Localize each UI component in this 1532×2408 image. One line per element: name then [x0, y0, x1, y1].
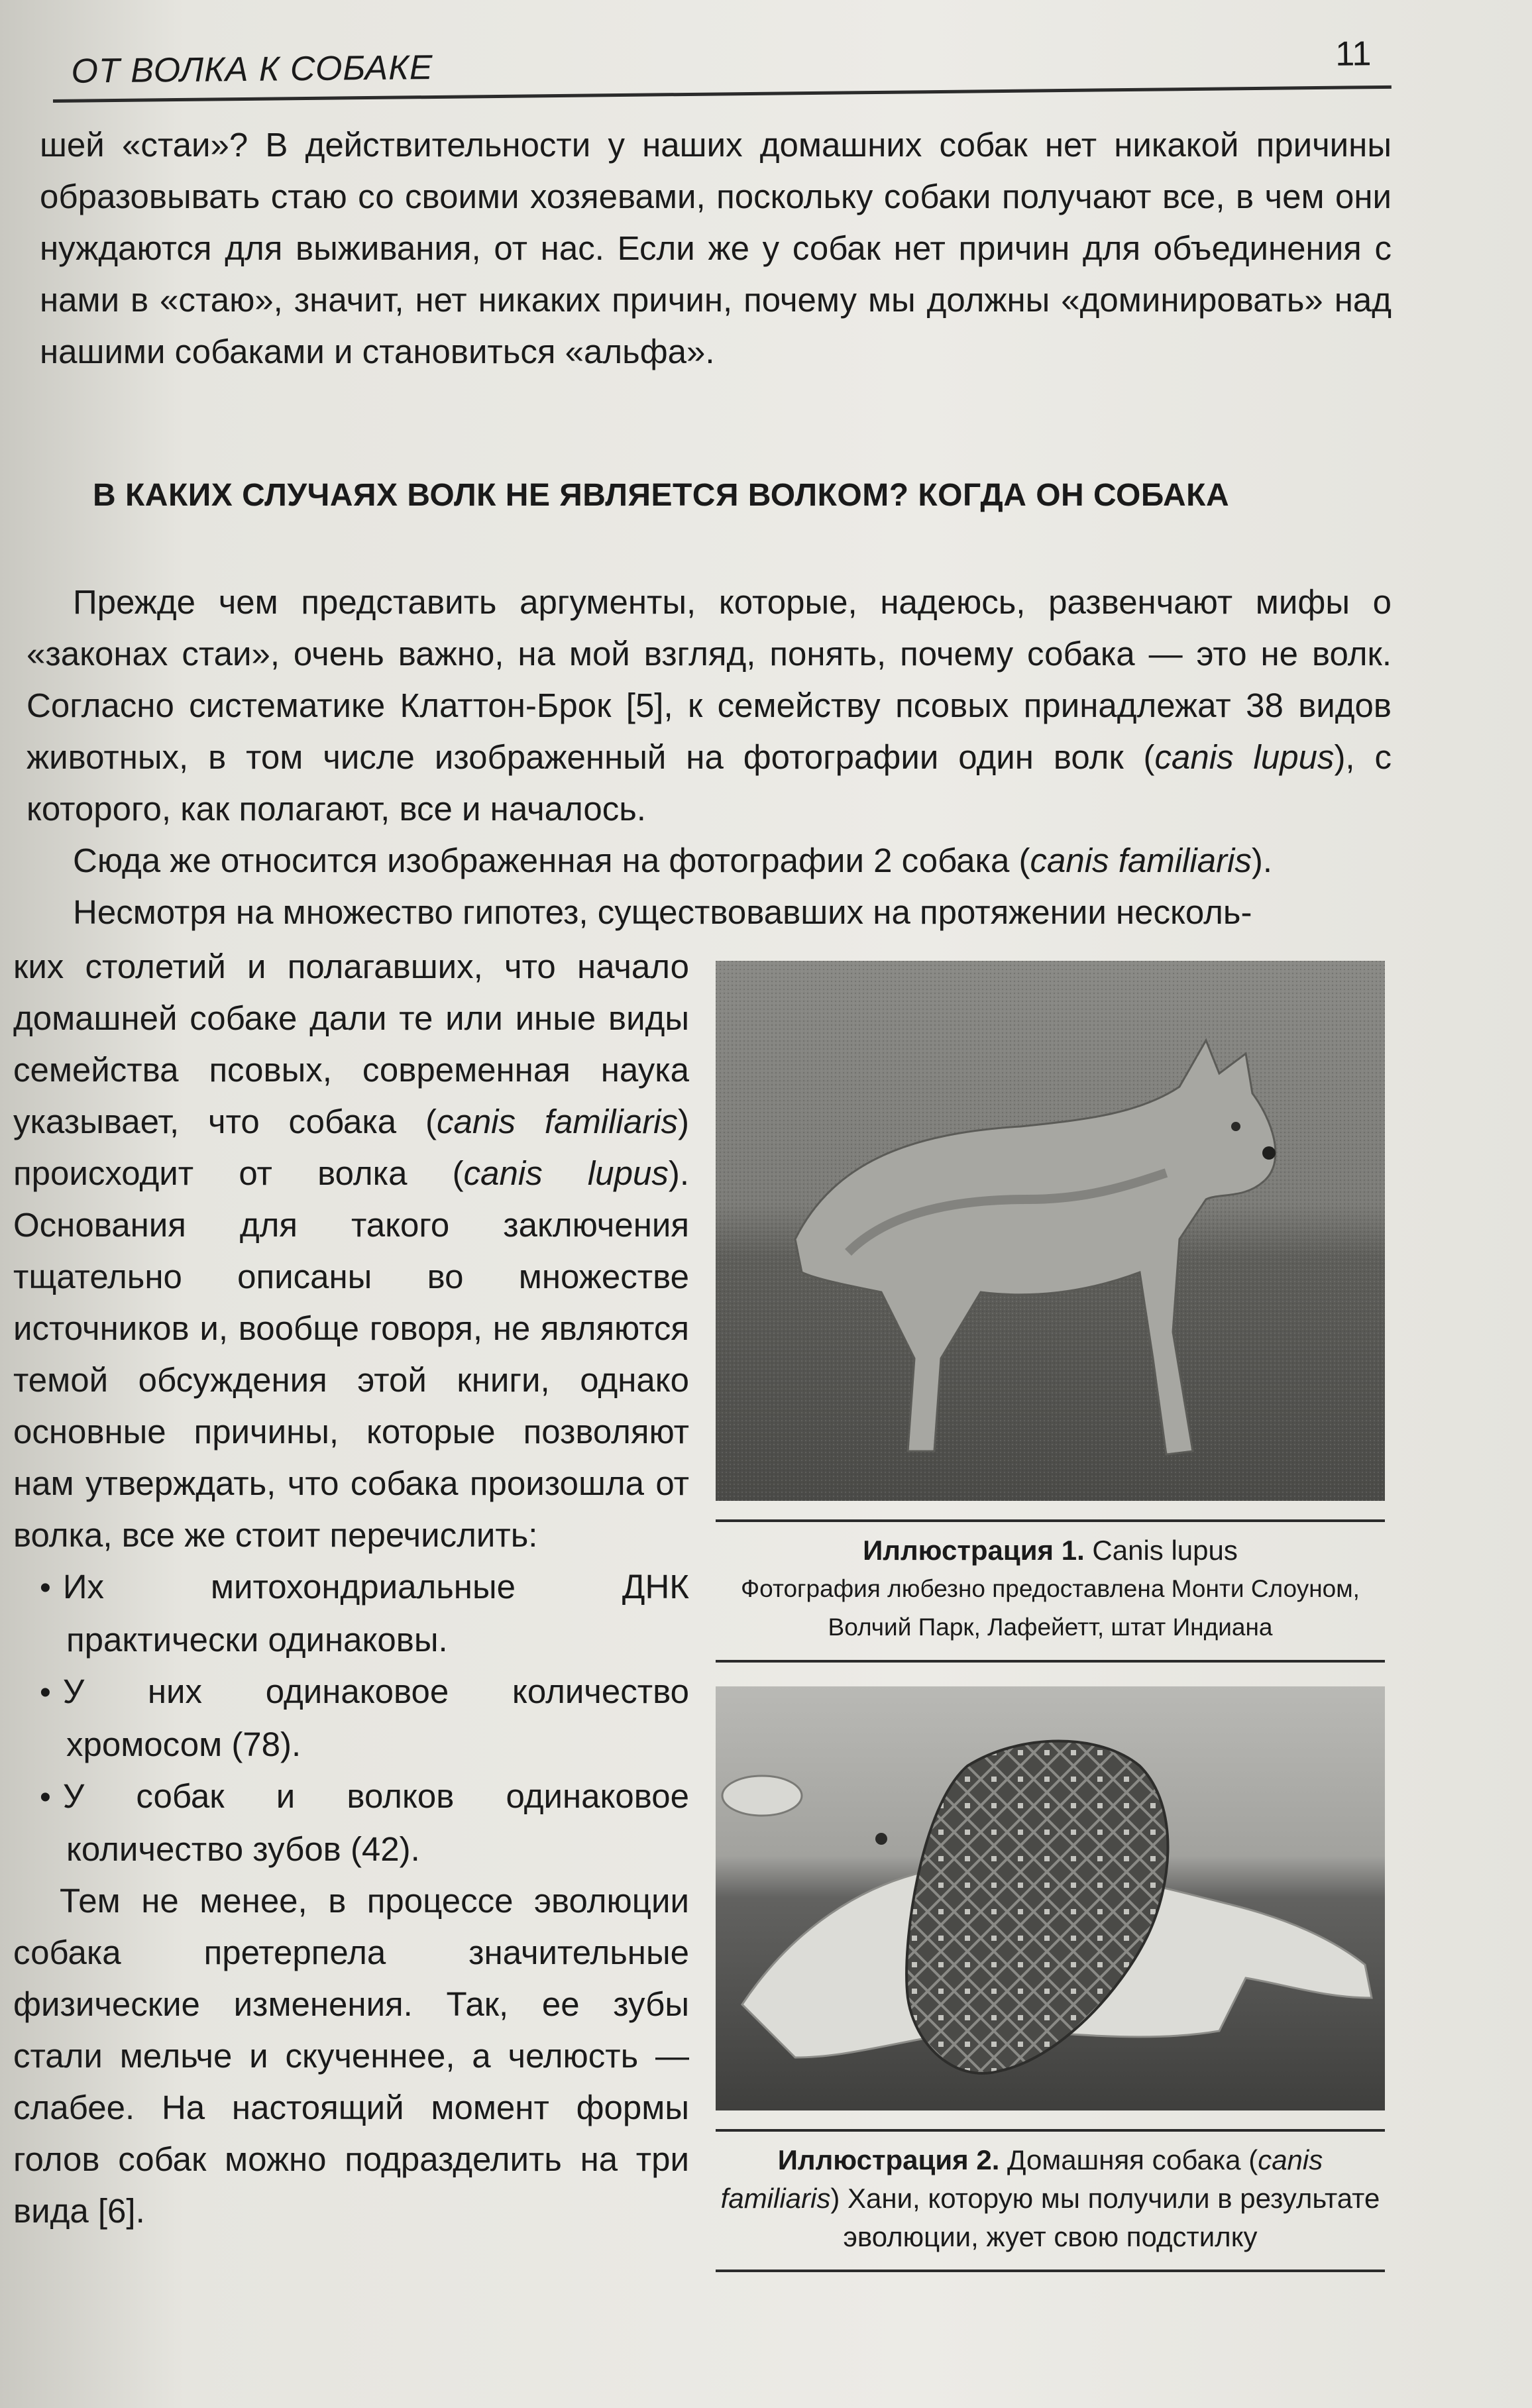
bullet-text: Их митохондриальные ДНК практически одинаковы. [62, 1568, 689, 1659]
p3-latin-2: canis lupus [463, 1154, 669, 1192]
p2-text-b: ). [1251, 842, 1273, 879]
intro-paragraph [40, 119, 1392, 378]
page-number: 11 [1335, 34, 1372, 74]
section-heading: В КАКИХ СЛУЧАЯХ ВОЛК НЕ ЯВЛЯЕТСЯ ВОЛКОМ? КОГДА ОН СОБАКА [93, 478, 1230, 513]
paragraph-2 [27, 835, 1392, 887]
bullet-item [13, 1561, 689, 1666]
bullet-item [13, 1666, 689, 1771]
page-header [52, 13, 1392, 103]
paragraph-1 [27, 576, 1392, 835]
p2-text-a: Сюда же относится изображенная на фотографии 2 собака ( [73, 842, 1030, 879]
left-column-text [13, 941, 689, 2237]
figure-1-title [716, 1531, 1385, 1570]
figure-1-species: Canis lupus [1092, 1535, 1238, 1566]
figure-2-latin: canis familiaris [720, 2144, 1323, 2214]
wolf-photo [716, 961, 1385, 1501]
figure-2 [716, 1686, 1385, 2272]
bullet-item [13, 1771, 689, 1875]
wolf-image-icon [716, 961, 1385, 1501]
figure-1 [716, 961, 1385, 1663]
bullet-dot-icon: • [40, 1675, 51, 1710]
running-title: ОТ ВОЛКА К СОБАКЕ [71, 48, 433, 91]
p3-text-b: ) происходит от волка ( [13, 1103, 689, 1192]
paragraph-4: Тем не менее, в процессе эволюции собака претерпела значительные физические изменения. Так, ее зубы стали мельче и скученнее, а челюсть — слабее. На настоящий момент формы голов собак можно подразделить на три вида [6]. [13, 1882, 689, 2230]
dog-photo [716, 1686, 1385, 2110]
bullet-text: У собак и волков одинаковое количество зубов (42). [62, 1777, 689, 1868]
figure-1-caption [716, 1519, 1385, 1663]
figure-1-credit: Фотография любезно предоставлена Монти Слоуном, Волчий Парк, Лафейетт, штат Индиана [741, 1575, 1360, 1641]
figure-2-text [716, 2141, 1385, 2256]
p2-latin: canis familiaris [1030, 842, 1252, 879]
full-width-text [27, 576, 1392, 938]
p1-text-a: Прежде чем представить аргументы, которые, надеюсь, развенчают мифы о «законах стаи», очень важно, на мой взгляд, понять, почему собака — это не волк. Согласно систематике Клаттон-Брок [5], к семейству псовых принадлежат 38 видов животных, в том числе изображенный на фотографии один волк ( [27, 583, 1392, 776]
p3-text-a: ких столетий и полагавших, что начало домашней собаке дали те или иные виды семейства псовых, современная наука указывает, что собака ( [13, 948, 689, 1140]
figure-2-label: Иллюстрация 2. [777, 2144, 1000, 2175]
paragraph-3-continued [13, 941, 689, 1561]
figure-2-text-a: Домашняя собака ( [1007, 2144, 1258, 2175]
figure-1-label: Иллюстрация 1. [863, 1535, 1085, 1566]
p1-latin: canis lupus [1154, 738, 1335, 776]
p1-text-b: ), с которого, как полагают, все и началось. [27, 738, 1392, 828]
bullet-text: У них одинаковое количество хромосом (78). [62, 1672, 689, 1763]
figure-2-caption [716, 2129, 1385, 2272]
bullet-dot-icon: • [40, 1570, 51, 1606]
paragraph-3-start: Несмотря на множество гипотез, существовавших на протяжении несколь- [73, 893, 1252, 931]
dog-image-icon [716, 1686, 1385, 2110]
intro-text: шей «стаи»? В действительности у наших домашних собак нет никакой причины образовывать стаю со своими хозяевами, поскольку собаки получают все, в чем они нуждаются для выживания, от нас. Если же у собак нет причин для объединения с нами в «стаю», значит, нет никаких причин, почему мы должны «доминировать» над нашими собаками и становиться «альфа». [40, 126, 1392, 370]
p3-text-c: ). Основания для такого заключения тщательно описаны во множестве источников и, вообще говоря, не являются темой обсуждения этой книги, однако основные причины, которые позволяют нам утверждать, что собака произошла от волка, все же стоит перечислить: [13, 1154, 689, 1554]
bullet-dot-icon: • [40, 1780, 51, 1815]
figure-2-text-b: ) Хани, которую мы получили в результате эволюции, жует свою подстилку [830, 2183, 1380, 2252]
p3-latin-1: canis familiaris [436, 1103, 679, 1140]
